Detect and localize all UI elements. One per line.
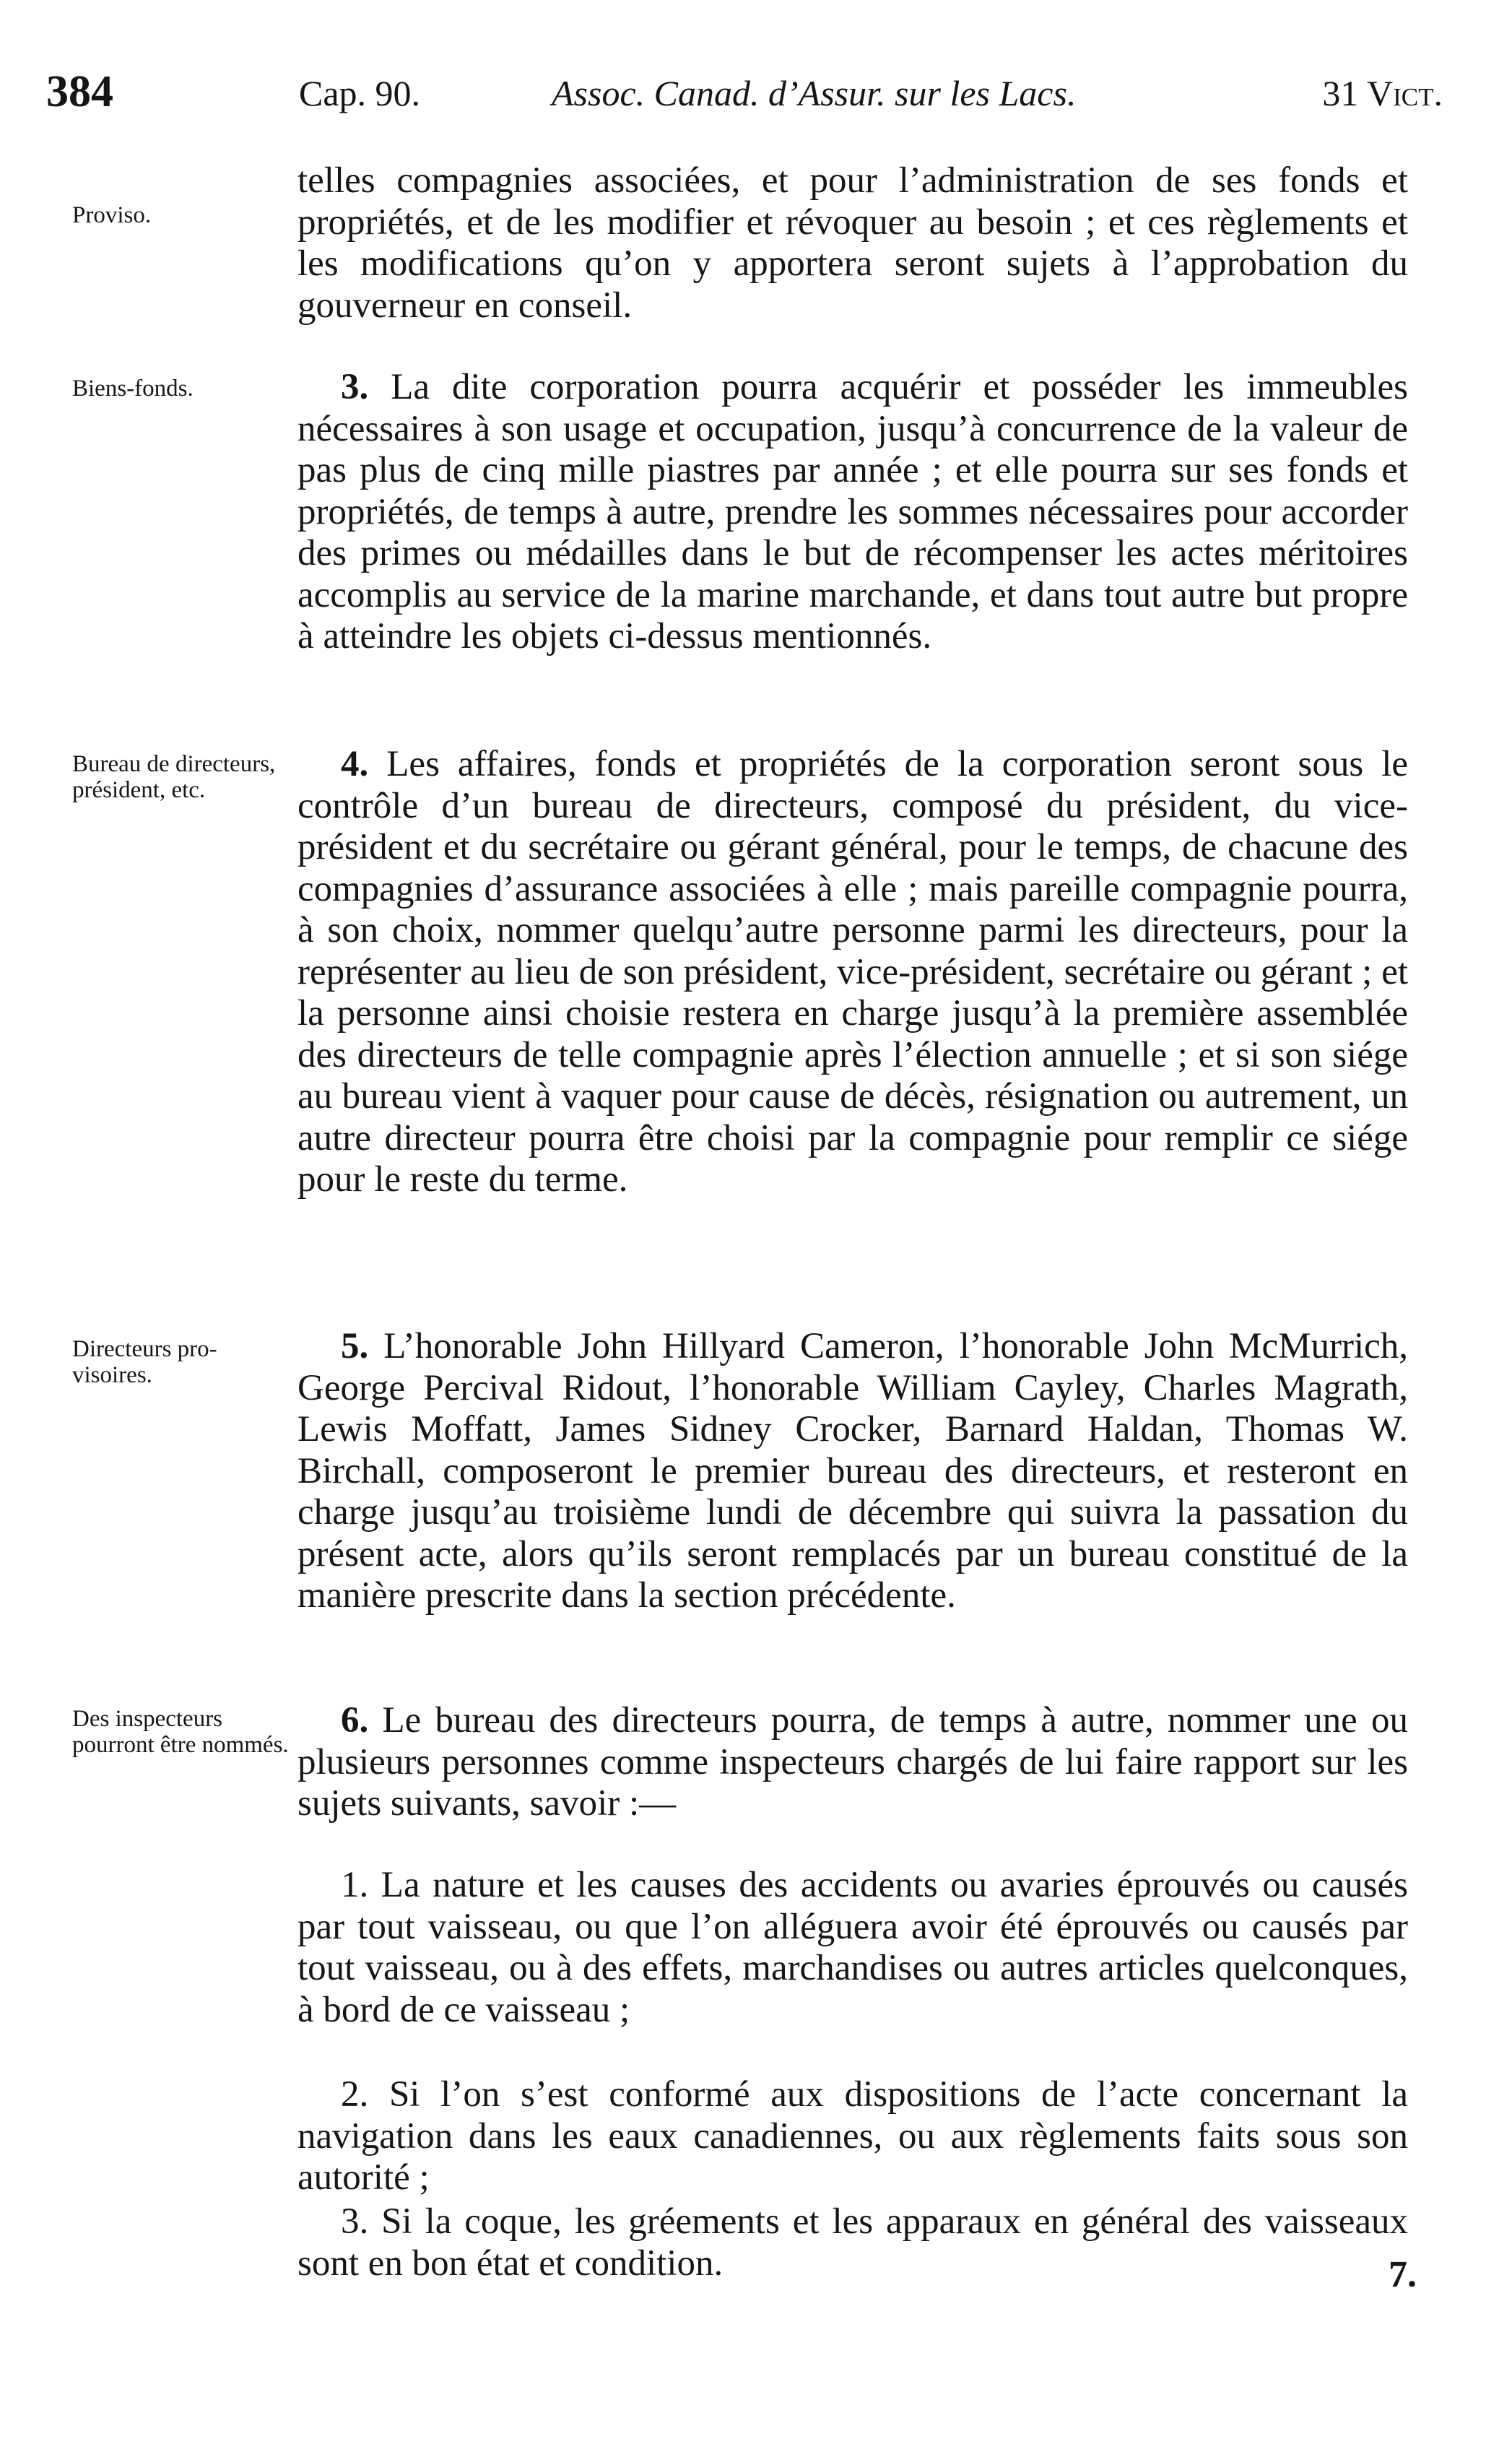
paragraph-intro xyxy=(297,160,1408,326)
section-text: Les affaires, fonds et propriétés de la corporation seront sous le contrôle d’un bureau de directeurs, composé du président, du vice-président et du secrétaire ou gérant général, pour le temps, de chacune des compagnies d’assurance associées à elle ; mais pareille compagnie pourra, à son choix, nommer quelqu’autre personne parmi les directeurs, pour la représenter au lieu de son président, vice-président, secrétaire ou gérant ; et la personne ainsi choisie restera en charge jusqu’à la première assemblée des directeurs de telle compagnie après l’élection annuelle ; et si son siége au bureau vient à vaquer pour cause de décès, résignation ou autrement, un autre directeur pourra être choisi par la compagnie pour remplir ce siége pour le reste du terme. xyxy=(297,744,1409,1200)
regnal-year: 31 Vict. xyxy=(1322,73,1443,113)
margin-note-proviso: Proviso. xyxy=(72,202,152,228)
section-3 xyxy=(297,367,1408,658)
section-number: 5. xyxy=(341,1326,369,1366)
paragraph-text: telles compagnies associées, et pour l’administration de ses fonds et propriétés, et de les modifier et révoquer au besoin ; et ces règlements et les modifications qu’on y apportera seront sujets à l’approbation du gouverneur en conseil. xyxy=(297,160,1408,326)
page-number: 384 xyxy=(46,67,113,116)
running-header xyxy=(46,66,1443,124)
list-item: 1. La nature et les causes des accidents ou avaries éprouvés ou causés par tout vaisseau, ou que l’on alléguera avoir été éprouvés ou causés par tout vaisseau, ou à des effets, marchandises ou autres articles quelconques, à bord de ce vaisseau ; xyxy=(297,1865,1408,2030)
section-5 xyxy=(297,1326,1408,1617)
section-text: La dite corporation pourra acquérir et posséder les immeubles nécessaires à son usage et occupation, jusqu’à concurrence de la valeur de pas plus de cinq mille piastres par année ; et elle pourra sur ses fonds et propriétés, de temps à autre, prendre les sommes nécessaires pour accorder des primes ou médailles dans le but de récompenser les actes méritoires accomplis au service de la marine marchande, et dans tout autre but propre à atteindre les objets ci-dessus mentionnés. xyxy=(297,367,1408,656)
section-number: 4. xyxy=(341,744,369,784)
margin-note-inspecteurs: Des inspecteurs pourront être nommés. xyxy=(72,1706,289,1758)
list-item: 2. Si l’on s’est conformé aux dispositions de l’acte concernant la navigation dans les eaux canadiennes, ou aux règlements faits sous son autorité ; xyxy=(297,2074,1408,2198)
chapter-label: Cap. 90. xyxy=(299,73,421,113)
catchword: 7. xyxy=(1389,2254,1417,2295)
section-6 xyxy=(297,1700,1408,1825)
section-text: Le bureau des directeurs pourra, de temps à autre, nommer une ou plusieurs personnes comme inspecteurs chargés de lui faire rapport sur les sujets suivants, savoir :— xyxy=(297,1700,1408,1824)
section-text: L’honorable John Hillyard Cameron, l’honorable John McMurrich, George Percival Ridout, l’honorable William Cayley, Charles Magrath, Lewis Moffatt, James Sidney Crocker, Barnard Haldan, Thomas W. Birchall, composeront le premier bureau des directeurs, et resteront en charge jusqu’au troisième lundi de décembre qui suivra la passation du présent acte, alors qu’ils seront remplacés par un bureau constitué de la manière prescrite dans la section précédente. xyxy=(297,1326,1409,1616)
section-number: 3. xyxy=(341,367,369,407)
margin-note-directeurs-provisoires: Directeurs provisoires. xyxy=(72,1336,217,1388)
list-item: 3. Si la coque, les gréements et les apparaux en général des vaisseaux sont en bon état et condition. xyxy=(297,2201,1408,2284)
margin-note-biens-fonds: Biens-fonds. xyxy=(72,376,194,402)
section-number: 6. xyxy=(341,1700,369,1741)
running-title: Assoc. Canad. d’Assur. sur les Lacs. xyxy=(552,73,1077,113)
section-4 xyxy=(297,744,1408,1201)
margin-note-bureau: Bureau de directeurs, président, etc. xyxy=(72,751,276,803)
